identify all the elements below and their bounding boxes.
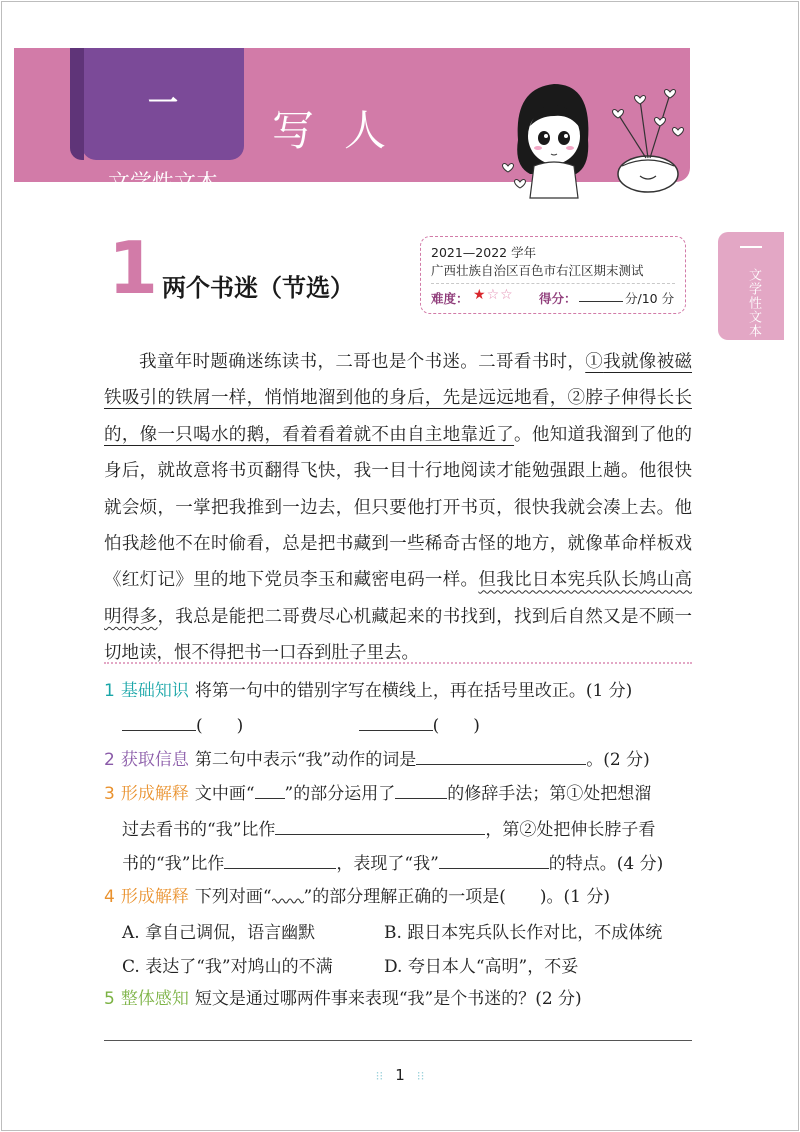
question-3-text-d: 过去看书的“我”比作 bbox=[122, 820, 276, 840]
info-source: 广西壮族自治区百色市右江区期末测试 bbox=[431, 263, 644, 278]
score-label: 得分： bbox=[539, 291, 577, 306]
star-filled-icon: ★ bbox=[473, 287, 487, 303]
section-divider bbox=[104, 662, 692, 664]
question-5-text: 短文是通过哪两件事来表现“我”是个书迷的？(2 分) bbox=[194, 989, 582, 1009]
question-3-text-e: ，第②处把伸长脖子看 bbox=[485, 820, 656, 840]
passage-text-1: 我童年时题确迷练读书，二哥也是个书迷。二哥看书时， bbox=[139, 352, 586, 372]
question-1 bbox=[104, 680, 632, 702]
info-box bbox=[420, 236, 686, 314]
question-4-text-b: ”的部分理解正确的一项是( )。(1 分) bbox=[303, 887, 610, 907]
option-b[interactable]: B. 跟日本宪兵队长作对比，不成体统 bbox=[384, 923, 663, 943]
unit-tab bbox=[82, 48, 244, 196]
question-2-number: 2 bbox=[104, 750, 115, 770]
question-3-line-3 bbox=[122, 852, 663, 875]
correction-paren[interactable]: ( ) bbox=[196, 716, 244, 736]
question-2 bbox=[104, 748, 650, 771]
passage-paragraph bbox=[104, 344, 692, 672]
page-number-footer bbox=[0, 1066, 800, 1084]
question-3-text-g: ，表现了“我” bbox=[336, 854, 439, 874]
wavy-line-sample bbox=[272, 892, 304, 904]
passage-text-3: ，我总是能把二哥费尽心机藏起来的书找到，找到后自然又是不顾一切地读，恨不得把书一口吞到肚子里去。 bbox=[104, 606, 692, 664]
question-3-text-c: 的修辞手法；第①处把想溜 bbox=[447, 784, 652, 804]
side-tab-dash bbox=[740, 246, 762, 248]
info-divider bbox=[431, 283, 675, 284]
underline-sample bbox=[255, 782, 285, 799]
answer-line[interactable] bbox=[104, 1040, 692, 1041]
star-empty-icon: ☆ bbox=[486, 287, 501, 303]
correction-paren[interactable]: ( ) bbox=[432, 716, 480, 736]
wavy-underlined-phrase: 但我比日本宪兵队长鸠山高明得多 bbox=[104, 570, 692, 627]
underlined-phrase-2: 脖子伸得长长的，像一只喝水的鹅，看着看着就不由自主地靠近了 bbox=[104, 388, 692, 445]
answer-blank[interactable] bbox=[122, 714, 196, 731]
question-4-text-a: 下列对画“ bbox=[194, 887, 272, 907]
question-5-tag: 整体感知 bbox=[120, 989, 189, 1009]
question-4-number: 4 bbox=[104, 887, 115, 907]
question-1-tag: 基础知识 bbox=[120, 681, 189, 701]
score-blank[interactable] bbox=[579, 301, 623, 302]
question-3-text-f: 书的“我”比作 bbox=[122, 854, 225, 874]
answer-blank[interactable] bbox=[359, 714, 433, 731]
question-2-text: 第二句中表示“我”动作的词是 bbox=[194, 750, 417, 770]
unit-title: 写人 bbox=[272, 106, 417, 155]
page-number: 1 bbox=[395, 1066, 405, 1084]
lesson-title: 两个书迷（节选） bbox=[162, 274, 354, 302]
option-c[interactable]: C. 表达了“我”对鸠山的不满 bbox=[122, 957, 333, 977]
unit-number: 一 bbox=[148, 86, 178, 121]
answer-blank[interactable] bbox=[395, 782, 447, 799]
answer-blank[interactable] bbox=[416, 748, 586, 765]
passage bbox=[104, 344, 692, 672]
question-3-number: 3 bbox=[104, 784, 115, 804]
question-2-tag: 获取信息 bbox=[120, 750, 189, 770]
question-1-number: 1 bbox=[104, 681, 115, 701]
question-3-text-h: 的特点。(4 分) bbox=[548, 854, 664, 874]
passage-text-2: 。他知道我溜到了他的身后，就故意将书页翻得飞快，我一目十行地阅读才能勉强跟上趟。他很快就会烦，一掌把我推到一边去，但只要他打开书页，很快我就会凑上去。他怕我趁他不在时偷看，总是把书藏到一些稀奇古怪的地方，就像革命样板戏《红灯记》里的地下党员李玉和藏密电码一样。 bbox=[104, 424, 692, 591]
marker-2: ② bbox=[567, 388, 586, 409]
score-suffix: 分/10 分 bbox=[625, 291, 675, 306]
question-5-number: 5 bbox=[104, 989, 115, 1009]
marker-1: ① bbox=[585, 352, 604, 372]
question-5 bbox=[104, 988, 582, 1010]
right-ornament-icon: ⁝⁝ bbox=[416, 1069, 425, 1083]
question-3-line-2 bbox=[122, 818, 655, 841]
question-3-text-b: ”的部分运用了 bbox=[284, 784, 396, 804]
question-3-tag: 形成解释 bbox=[120, 784, 189, 804]
difficulty-label: 难度： bbox=[431, 291, 469, 306]
info-year: 2021—2022 学年 bbox=[431, 245, 537, 260]
option-a[interactable]: A. 拿自己调侃，语言幽默 bbox=[122, 923, 316, 943]
answer-blank[interactable] bbox=[224, 852, 336, 869]
girl-illustration bbox=[500, 70, 690, 200]
option-d[interactable]: D. 夸日本人“高明”，不妥 bbox=[384, 957, 579, 977]
lesson-number: 1 bbox=[108, 226, 159, 310]
difficulty-stars bbox=[473, 287, 514, 303]
question-1-text: 将第一句中的错别字写在横线上，再在括号里改正。(1 分) bbox=[194, 681, 633, 701]
left-ornament-icon: ⁝⁝ bbox=[375, 1069, 384, 1083]
question-4-tag: 形成解释 bbox=[120, 887, 189, 907]
answer-blank[interactable] bbox=[275, 818, 485, 835]
question-3-text-a: 文中画“ bbox=[194, 784, 255, 804]
question-4 bbox=[104, 886, 610, 908]
answer-blank[interactable] bbox=[439, 852, 549, 869]
side-tab bbox=[718, 232, 784, 340]
question-2-end: 。(2 分) bbox=[586, 750, 650, 770]
unit-name: 文学性文本 bbox=[107, 171, 218, 196]
star-empty-icon: ☆ bbox=[500, 287, 514, 303]
side-tab-label: 文学性文本 bbox=[746, 268, 761, 338]
underlined-phrase-1: 我就像被磁铁吸引的铁屑一样，悄悄地溜到他的身后，先是远远地看， bbox=[104, 352, 693, 409]
question-3 bbox=[104, 782, 651, 805]
question-1-answers bbox=[122, 714, 480, 737]
